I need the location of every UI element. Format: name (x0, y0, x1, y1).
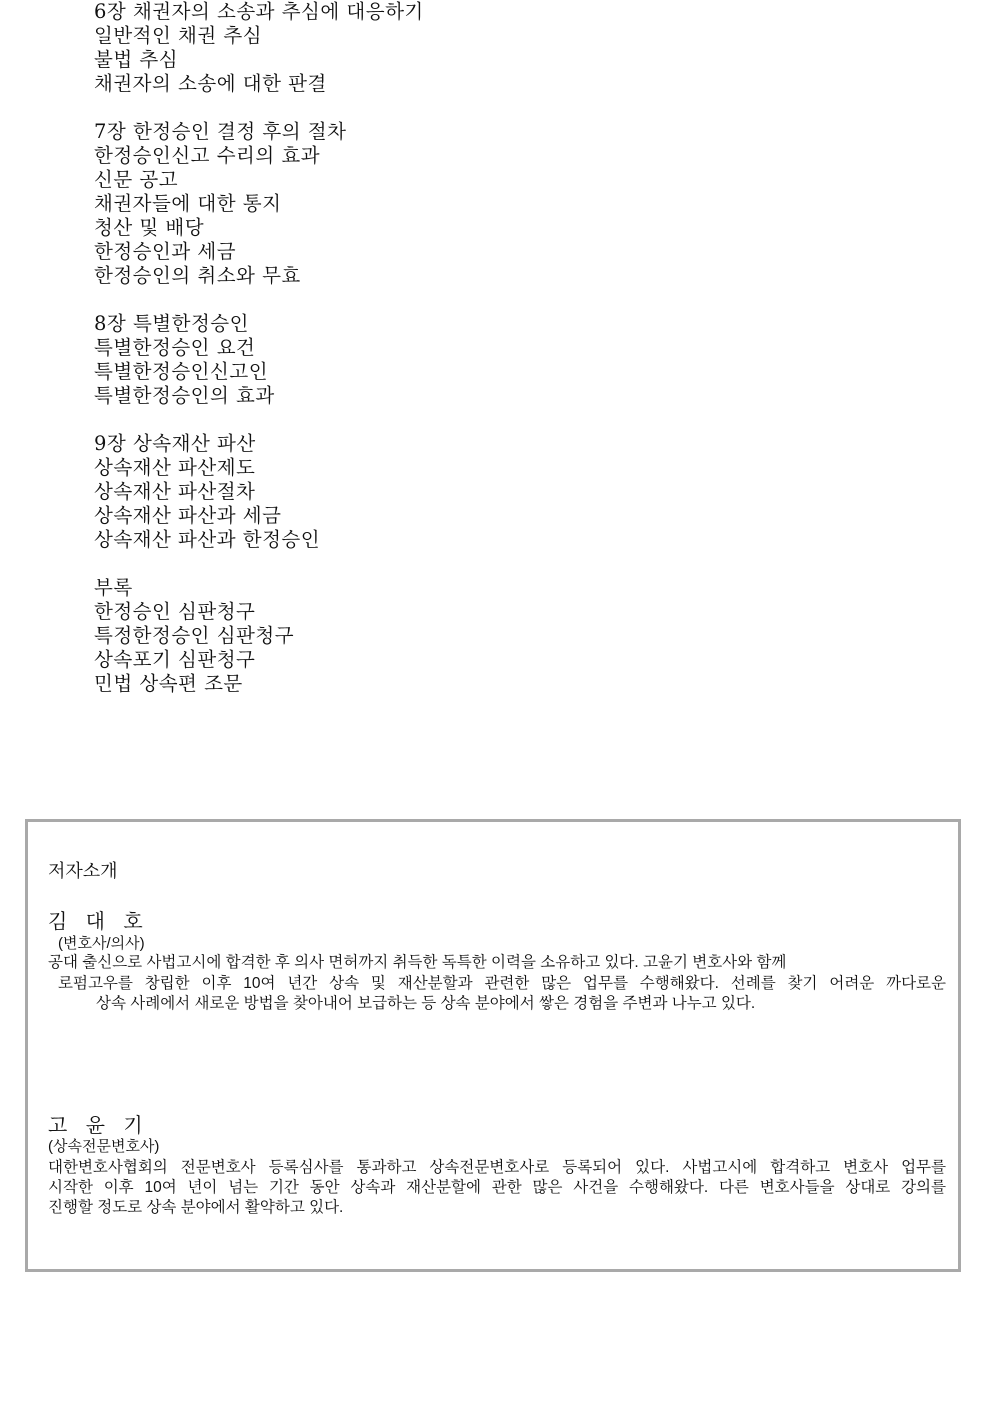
toc-item: 채권자의 소송에 대한 판결 (94, 72, 327, 95)
toc-item: 일반적인 채권 추심 (94, 24, 263, 47)
toc-chapter-7 (94, 120, 894, 288)
toc-chapter-title: 6장 채권자의 소송과 추심에 대응하기 (94, 0, 424, 23)
toc-item: 특정한정승인 심판청구 (94, 624, 295, 647)
author-name: 김 대 호 (48, 909, 149, 933)
table-of-contents (94, 0, 894, 720)
toc-chapter-9 (94, 432, 894, 552)
toc-item: 한정승인 심판청구 (94, 600, 256, 623)
toc-item: 한정승인과 세금 (94, 240, 237, 263)
toc-chapter-8 (94, 312, 894, 408)
toc-item: 상속재산 파산절차 (94, 480, 256, 503)
author-intro-box (25, 819, 961, 1272)
toc-chapter-title: 9장 상속재산 파산 (94, 432, 256, 455)
author-intro-heading: 저자소개 (48, 861, 118, 882)
author-bio-line: 상속 사례에서 새로운 방법을 찾아내어 보급하는 등 상속 분야에서 쌓은 경험을 주변과 나누고 있다. (96, 995, 756, 1012)
author-bio-line: 로펌고우를 창립한 이후 10여 년간 상속 및 재산분할과 관련한 많은 업무를 수행해왔다. 선례를 찾기 어려운 까다로운 (58, 975, 946, 992)
author-name: 고 윤 기 (48, 1113, 149, 1137)
author-bio-line: 대한변호사협회의 전문변호사 등록심사를 통과하고 상속전문변호사로 등록되어 있다. 사법고시에 합격하고 변호사 업무를 (48, 1159, 946, 1176)
author-role: (상속전문변호사) (48, 1138, 160, 1155)
toc-chapter-title: 7장 한정승인 결정 후의 절차 (94, 120, 347, 143)
toc-chapter-title: 8장 특별한정승인 (94, 312, 249, 335)
toc-item: 특별한정승인신고인 (94, 360, 269, 383)
toc-item: 한정승인신고 수리의 효과 (94, 144, 321, 167)
toc-item: 민법 상속편 조문 (94, 672, 243, 695)
toc-item: 상속재산 파산과 세금 (94, 504, 282, 527)
toc-item: 신문 공고 (94, 168, 179, 191)
toc-item: 채권자들에 대한 통지 (94, 192, 282, 215)
author-bio-line: 공대 출신으로 사법고시에 합격한 후 의사 면허까지 취득한 독특한 이력을 소유하고 있다. 고윤기 변호사와 함께 (48, 954, 787, 971)
toc-item: 특별한정승인의 효과 (94, 384, 275, 407)
toc-item: 불법 추심 (94, 48, 179, 71)
toc-item: 특별한정승인 요건 (94, 336, 256, 359)
toc-item: 상속재산 파산제도 (94, 456, 256, 479)
toc-item: 상속포기 심판청구 (94, 648, 256, 671)
toc-item: 청산 및 배당 (94, 216, 205, 239)
toc-item: 한정승인의 취소와 무효 (94, 264, 301, 287)
toc-appendix (94, 576, 894, 696)
author-role: (변호사/의사) (58, 935, 145, 952)
toc-chapter-title: 부록 (94, 576, 133, 599)
author-bio-line: 진행할 정도로 상속 분야에서 활약하고 있다. (48, 1199, 344, 1216)
toc-item: 상속재산 파산과 한정승인 (94, 528, 321, 551)
toc-chapter-6 (94, 0, 894, 96)
author-bio-line: 시작한 이후 10여 년이 넘는 기간 동안 상속과 재산분할에 관한 많은 사건을 수행해왔다. 다른 변호사들을 상대로 강의를 (48, 1179, 946, 1196)
